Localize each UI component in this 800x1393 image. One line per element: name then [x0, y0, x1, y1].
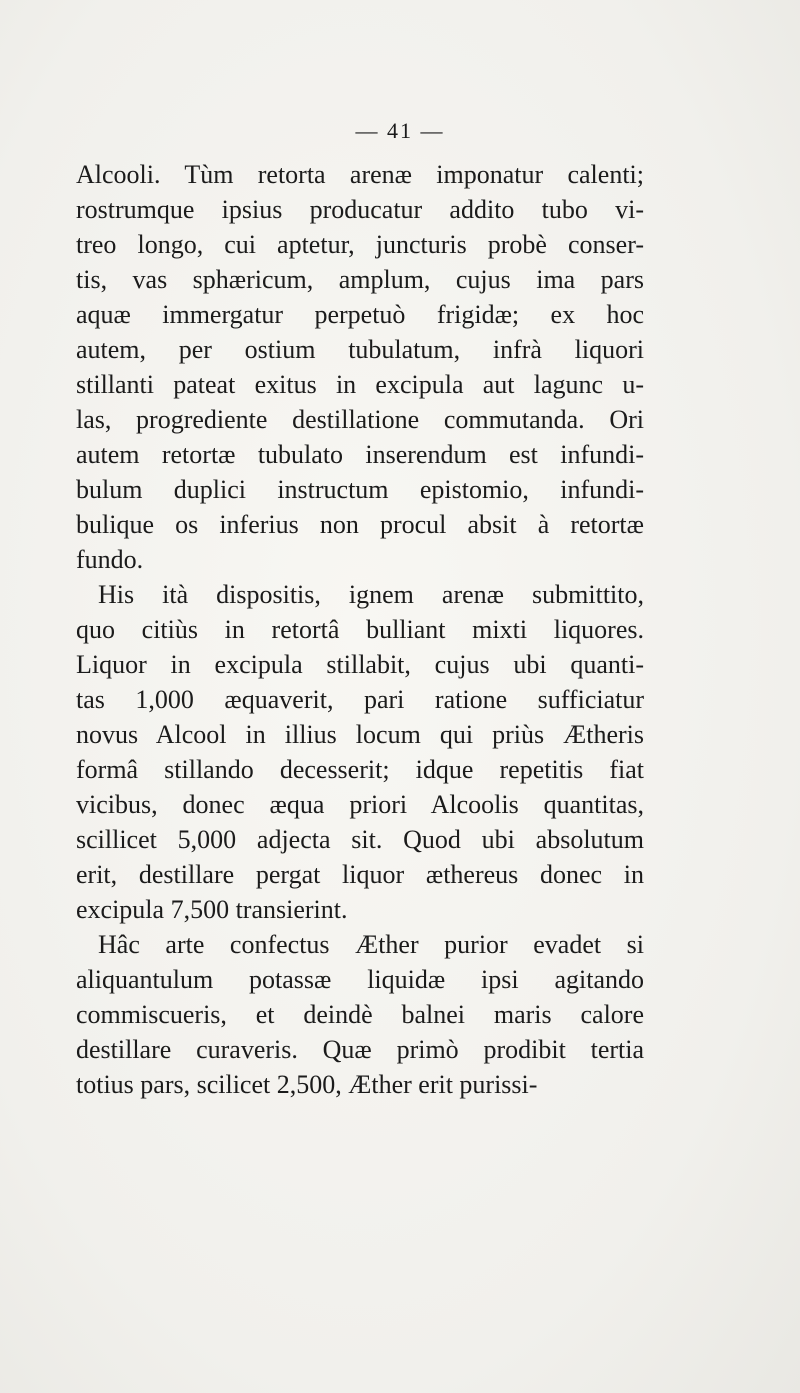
text-line: destillare curaveris. Quæ primò prodibit tertia	[76, 1035, 644, 1064]
text-line: excipula 7,500 transierint.	[76, 895, 348, 924]
page-number: — 41 —	[355, 118, 445, 143]
paragraph	[76, 157, 644, 577]
text-line: stillanti pateat exitus in excipula aut lagunc u-	[76, 370, 644, 399]
text-line: aquæ immergatur perpetuò frigidæ; ex hoc	[76, 300, 644, 329]
text-line: autem retortæ tubulato inserendum est infundi-	[76, 440, 644, 469]
text-line: scillicet 5,000 adjecta sit. Quod ubi absolutum	[76, 825, 644, 854]
text-line: las, progrediente destillatione commutanda. Ori	[76, 405, 644, 434]
paragraph	[76, 927, 644, 1102]
text-line: bulum duplici instructum epistomio, infundi-	[76, 475, 644, 504]
text-line: bulique os inferius non procul absit à retortæ	[76, 510, 644, 539]
paragraph	[76, 577, 644, 927]
body-text	[76, 157, 644, 1102]
text-line: vicibus, donec æqua priori Alcoolis quantitas,	[76, 790, 644, 819]
text-line: Liquor in excipula stillabit, cujus ubi quanti-	[76, 650, 644, 679]
text-line: autem, per ostium tubulatum, infrà liquori	[76, 335, 644, 364]
text-line: Hâc arte confectus Æther purior evadet si	[98, 930, 644, 959]
text-line: quo citiùs in retortâ bulliant mixti liquores.	[76, 615, 644, 644]
text-line: novus Alcool in illius locum qui priùs Ætheris	[76, 720, 644, 749]
text-line: treo longo, cui aptetur, juncturis probè conser-	[76, 230, 644, 259]
text-line: erit, destillare pergat liquor æthereus donec in	[76, 860, 644, 889]
text-line: Alcooli. Tùm retorta arenæ imponatur calenti;	[76, 160, 644, 189]
text-line: aliquantulum potassæ liquidæ ipsi agitando	[76, 965, 644, 994]
text-line: totius pars, scilicet 2,500, Æther erit purissi-	[76, 1070, 538, 1099]
text-line: His ità dispositis, ignem arenæ submittito,	[98, 580, 644, 609]
text-line: tas 1,000 æquaverit, pari ratione sufficiatur	[76, 685, 644, 714]
text-line: tis, vas sphæricum, amplum, cujus ima pars	[76, 265, 644, 294]
text-line: commiscueris, et deindè balnei maris calore	[76, 1000, 644, 1029]
text-line: rostrumque ipsius producatur addito tubo vi-	[76, 195, 644, 224]
text-line: fundo.	[76, 545, 144, 574]
text-line: formâ stillando decesserit; idque repetitis fiat	[76, 755, 644, 784]
